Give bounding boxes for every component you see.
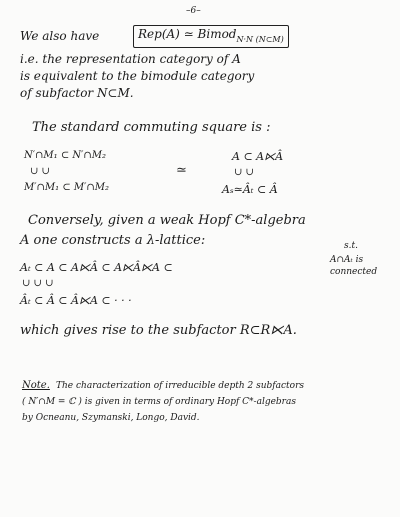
equivalence-symbol: ≃ [176, 163, 187, 178]
note-line-2: ( N′∩M = ℂ ) is given in terms of ordinary Hopf C*-algebras [22, 397, 296, 407]
left-square-bottom: M′∩M₁ ⊂ M′∩M₂ [24, 182, 110, 193]
left-square-top: N′∩M₁ ⊂ N′∩M₂ [24, 150, 107, 161]
converse-line-1: Conversely, given a weak Hopf C*-algebra [28, 213, 306, 228]
note-label: Note. [22, 380, 50, 391]
intro-line-4: of subfactor N⊂M. [20, 86, 134, 100]
lattice-top-row: Aₜ ⊂ A ⊂ A⋉Â ⊂ A⋉Â⋉A ⊂ [20, 261, 173, 274]
page-number: –6– [186, 6, 201, 16]
intro-lead: We also have [20, 29, 100, 43]
side-note-intersection: A∩Aₜ is [330, 255, 364, 265]
formula-subscript: N·N (N⊂M) [236, 35, 284, 44]
formula-main: Rep(A) ≃ Bimod [138, 27, 237, 41]
side-note-connected: connected [330, 267, 378, 277]
right-square-subset: ∪ ∪ [234, 167, 254, 178]
right-square-bottom: Aₛ≃Âₜ ⊂ Â [222, 183, 278, 196]
intro-line-3: is equivalent to the bimodule category [20, 69, 255, 83]
note-line-1: The characterization of irreducible depth 2 subfactors [56, 381, 305, 391]
converse-line-2: A one constructs a λ-lattice: [20, 233, 206, 248]
square-heading: The standard commuting square is : [32, 120, 271, 135]
side-note-such-that: s.t. [344, 241, 358, 251]
left-square-subset: ∪ ∪ [30, 166, 50, 177]
intro-line-2: i.e. the representation category of A [20, 52, 241, 66]
lattice-subset-row: ∪ ∪ ∪ [22, 278, 54, 289]
right-square-top: A ⊂ A⋉Â [232, 150, 284, 163]
note-line-3: by Ocneanu, Szymanski, Longo, David. [22, 413, 200, 423]
boxed-formula [133, 25, 289, 48]
lattice-bottom-row: Âₜ ⊂ Â ⊂ Â⋉A ⊂ · · · [20, 294, 132, 307]
conclusion-line: which gives rise to the subfactor R⊂R⋉A. [20, 323, 297, 338]
